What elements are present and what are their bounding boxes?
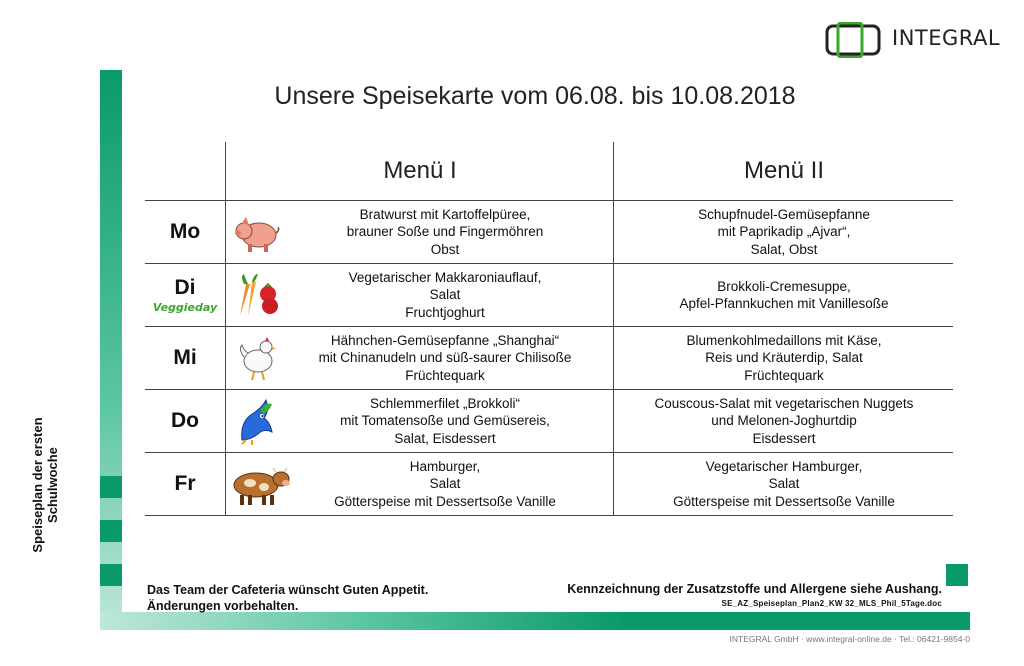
dish-line: Blumenkohlmedaillons mit Käse, [686, 332, 882, 348]
brand-name: INTEGRAL [892, 26, 1001, 50]
dish-line: Eisdessert [752, 430, 816, 446]
footer-left-line1: Das Team der Cafeteria wünscht Guten Appetit. [147, 583, 429, 597]
dish-line: mit Paprikadip „Ajvar“, [717, 224, 851, 240]
veggieday-badge: Veggieday [152, 301, 218, 314]
dish-line: Früchtequark [744, 367, 824, 383]
menu1-cell [225, 453, 614, 515]
menu2-cell [613, 264, 954, 326]
dish-line: Schupfnudel-Gemüsepfanne [698, 206, 870, 222]
footer-contact: INTEGRAL GmbH · www.integral-online.de · Tel.: 06421-9854-0 [729, 634, 970, 644]
day-label: Di [174, 276, 196, 299]
menu2-cell [613, 201, 954, 263]
fish-icon [232, 396, 282, 446]
menu2-cell [613, 327, 954, 389]
dish-line: Schlemmerfilet „Brokkoli“ [369, 395, 521, 411]
footer-greeting [147, 582, 428, 614]
day-label: Do [171, 409, 199, 432]
menu1-header: Menü I [225, 142, 614, 200]
integral-logo [824, 18, 1001, 62]
dish-line: Fruchtjoghurt [405, 304, 485, 320]
dish-line: mit Chinanudeln und süß-saurer Chilisoße [318, 350, 572, 366]
dish-line: Hähnchen-Gemüsepfanne „Shanghai“ [330, 332, 560, 348]
table-row [145, 264, 953, 327]
green-block [100, 564, 122, 586]
dish-line: Vegetarischer Hamburger, [705, 458, 863, 474]
menu1-cell [225, 201, 614, 263]
dish-line: brauner Soße und Fingermöhren [346, 224, 544, 240]
day-label: Mi [173, 346, 197, 369]
dish-line: Salat [768, 476, 800, 492]
dish-line: Vegetarischer Makkaroniauflauf, [348, 269, 542, 285]
footer-allergen-note: Kennzeichnung der Zusatzstoffe und Allergene siehe Aushang. [567, 582, 942, 596]
menu-header-row [145, 142, 953, 201]
green-block [100, 520, 122, 542]
dish-line: Hamburger, [409, 458, 481, 474]
menu1-cell [225, 327, 614, 389]
dish-line: Salat [429, 287, 461, 303]
pig-icon [232, 207, 282, 257]
menu1-cell [225, 390, 614, 452]
page-title: Unsere Speisekarte vom 06.08. bis 10.08.2018 [274, 82, 796, 110]
menu-table [145, 142, 953, 516]
dish-line: mit Tomatensoße und Gemüsereis, [340, 413, 550, 429]
dish-line: Salat, Eisdessert [394, 430, 496, 446]
green-square [946, 564, 968, 586]
menu1-cell [225, 264, 614, 326]
menu2-cell [613, 390, 954, 452]
menu2-header: Menü II [613, 142, 954, 200]
table-row [145, 453, 953, 516]
dish-line: Götterspeise mit Dessertsoße Vanille [673, 493, 895, 509]
dish-line: Früchtequark [405, 367, 485, 383]
integral-logo-icon [824, 22, 886, 58]
chicken-icon [232, 333, 282, 383]
table-row [145, 390, 953, 453]
dish-line: Götterspeise mit Dessertsoße Vanille [334, 493, 556, 509]
dish-line: Reis und Kräuterdip, Salat [705, 350, 863, 366]
footer-left-line2: Änderungen vorbehalten. [147, 599, 299, 613]
dish-line: Bratwurst mit Kartoffelpüree, [359, 206, 531, 222]
dish-line: Apfel-Pfannkuchen mit Vanillesoße [679, 296, 889, 311]
dish-line: Obst [430, 241, 460, 257]
menu2-cell [613, 453, 954, 515]
day-label: Fr [174, 472, 196, 495]
dish-line: Salat, Obst [750, 241, 818, 257]
day-label: Mo [169, 220, 201, 243]
footer-file-name: SE_AZ_Speiseplan_Plan2_KW 32_MLS_Phil_5Tage.doc [721, 599, 942, 608]
side-label: Speiseplan der ersten Schulwoche [30, 417, 60, 553]
dish-line: Salat [429, 476, 461, 492]
dish-line: Couscous-Salat mit vegetarischen Nuggets [654, 395, 914, 411]
table-row [145, 201, 953, 264]
vegetables-icon [232, 270, 282, 320]
green-frame-left [100, 70, 122, 630]
table-row [145, 327, 953, 390]
green-frame-bottom [100, 612, 970, 630]
green-block [100, 476, 122, 498]
dish-line: und Melonen-Joghurtdip [711, 413, 857, 429]
dish-line: Brokkoli-Cremesuppe, [717, 278, 851, 294]
